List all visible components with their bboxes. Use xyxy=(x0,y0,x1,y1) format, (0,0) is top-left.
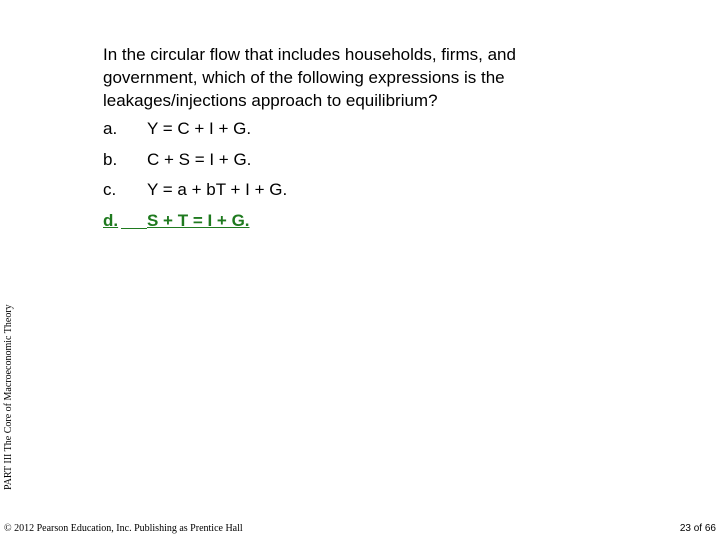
option-b-letter: b. xyxy=(103,149,118,169)
option-d-expression: S + T = I + G. xyxy=(147,210,250,230)
option-c-expression: Y = a + bT + I + G. xyxy=(147,180,288,199)
option-d-correct[interactable] xyxy=(103,206,503,237)
answer-options xyxy=(103,114,503,236)
part-label: PART III The Core of Macroeconomic Theory xyxy=(3,304,14,490)
option-b[interactable] xyxy=(103,145,503,176)
option-a-expression: Y = C + I + G. xyxy=(147,119,252,138)
question-text xyxy=(103,43,573,112)
option-a-letter: a. xyxy=(103,119,118,138)
option-d-letter: d. xyxy=(103,210,119,230)
part-sidebar xyxy=(2,190,16,490)
correct-answer-underline xyxy=(121,228,147,229)
option-c-letter: c. xyxy=(103,180,117,199)
question-line-3: leakages/injections approach to equilibrium? xyxy=(103,91,438,110)
option-c[interactable] xyxy=(103,175,503,206)
option-a[interactable] xyxy=(103,114,503,145)
page-number: 23 of 66 xyxy=(679,523,716,534)
question-line-2: government, which of the following expressions is the xyxy=(103,68,505,87)
copyright-notice: © 2012 Pearson Education, Inc. Publishing as Prentice Hall xyxy=(4,523,243,534)
option-b-expression: C + S = I + G. xyxy=(147,149,252,169)
question-line-1: In the circular flow that includes households, firms, and xyxy=(103,45,516,64)
